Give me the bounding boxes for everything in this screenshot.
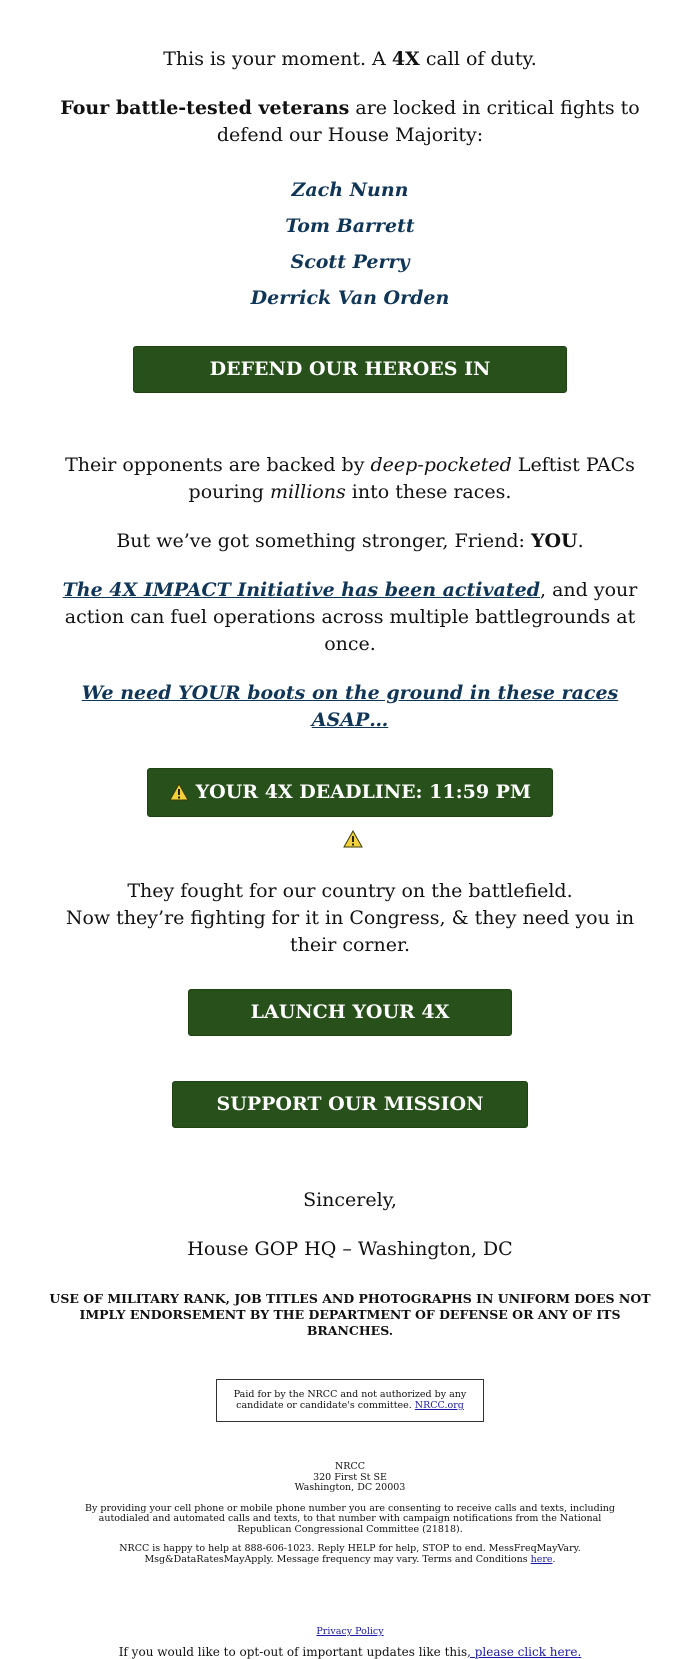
defend-heroes-button[interactable]: DEFEND OUR HEROES IN CONGRESS	[133, 346, 567, 393]
deadline-label: YOUR 4X DEADLINE: 11:59 PM	[195, 781, 532, 803]
opp-italic-2: millions	[269, 481, 346, 503]
support-mission-button[interactable]: SUPPORT OUR MISSION NOW	[172, 1081, 528, 1128]
footer-consent: By providing your cell phone or mobile phone number you are consenting to receive calls and texts, including autodialed and automated calls and texts, to that number with campaign notifications from the National Republican Congressional Committee (21818).	[85, 1502, 615, 1535]
privacy-policy-link[interactable]: Privacy Policy	[316, 1626, 384, 1637]
warning-icon	[343, 830, 363, 848]
stronger-bold: YOU	[530, 530, 578, 552]
footer	[40, 1462, 660, 1659]
email-body	[40, 46, 660, 1659]
opp-italic-1: deep-pocketed	[370, 454, 512, 476]
stronger-text: But we’ve got something stronger, Friend:	[116, 530, 531, 552]
candidate-list	[40, 172, 660, 316]
candidate-name: Zach Nunn	[291, 179, 409, 201]
sincerely: Sincerely,	[303, 1189, 397, 1211]
warning-icon	[169, 783, 189, 801]
intro-text-end: call of duty.	[419, 48, 537, 70]
deadline-button[interactable]	[147, 768, 553, 817]
intro-line	[40, 46, 660, 73]
boots-on-ground-link[interactable]: We need YOUR boots on the ground in these races ASAP…	[81, 682, 619, 731]
footer-help	[40, 1544, 660, 1565]
footer-city: Washington, DC 20003	[294, 1482, 406, 1493]
fought-line: They fought for our country on the battlefield.	[127, 880, 573, 902]
nrcc-link[interactable]: NRCC.org	[414, 1400, 464, 1411]
optout-link[interactable]: , please click here.	[467, 1644, 582, 1659]
paid-for-box	[216, 1379, 484, 1422]
opponents-paragraph	[40, 452, 660, 506]
launch-impact-button[interactable]: LAUNCH YOUR 4X IMPACT	[188, 989, 512, 1036]
fought-paragraph	[40, 878, 660, 959]
boots-paragraph	[40, 680, 660, 734]
opp-text-3: into these races.	[345, 481, 512, 503]
veterans-bold: Four battle-tested veterans	[60, 97, 350, 119]
footer-help-text: NRCC is happy to help at 888-606-1023. Reply HELP for help, STOP to end. MessFreqMayVary. Msg&DataRatesMayApply. Message frequency may vary. Terms and Conditions	[119, 1543, 581, 1565]
stronger-end: .	[577, 530, 584, 552]
impact-text: , and your action can fuel operations across multiple battlegrounds at once.	[64, 579, 638, 655]
footer-street: 320 First St SE	[313, 1471, 387, 1483]
candidate-name: Scott Perry	[290, 251, 410, 273]
intro-text: This is your moment. A	[163, 48, 392, 70]
terms-link[interactable]: here	[530, 1553, 553, 1565]
impact-initiative-link[interactable]: The 4X IMPACT Initiative has been activated	[62, 579, 540, 601]
optout-line	[40, 1645, 660, 1659]
footer-org: NRCC	[334, 1461, 365, 1472]
signature: House GOP HQ – Washington, DC	[187, 1238, 513, 1260]
dod-disclaimer: USE OF MILITARY RANK, JOB TITLES AND PHOTOGRAPHS IN UNIFORM DOES NOT IMPLY ENDORSEMENT BY THE DEPARTMENT OF DEFENSE OR ANY OF ITS BRANCHES.	[49, 1291, 651, 1338]
opp-text-2: Leftist PACs pouring	[188, 454, 635, 503]
intro-bold: 4X	[391, 48, 420, 70]
footer-help-end: .	[552, 1553, 556, 1565]
stronger-paragraph	[40, 528, 660, 555]
veterans-text: are locked in critical fights to defend our House Majority:	[216, 97, 640, 146]
fighting-line: Now they’re fighting for it in Congress, & they need you in their corner.	[65, 907, 635, 956]
candidate-name: Derrick Van Orden	[250, 287, 450, 309]
opp-text-1: Their opponents are backed by	[65, 454, 371, 476]
veterans-paragraph	[40, 95, 660, 149]
candidate-name: Tom Barrett	[285, 215, 415, 237]
paid-for-text: Paid for by the NRCC and not authorized by any candidate or candidate's committee.	[233, 1389, 467, 1411]
impact-paragraph	[40, 577, 660, 658]
optout-text: If you would like to opt-out of important updates like this	[118, 1644, 468, 1659]
